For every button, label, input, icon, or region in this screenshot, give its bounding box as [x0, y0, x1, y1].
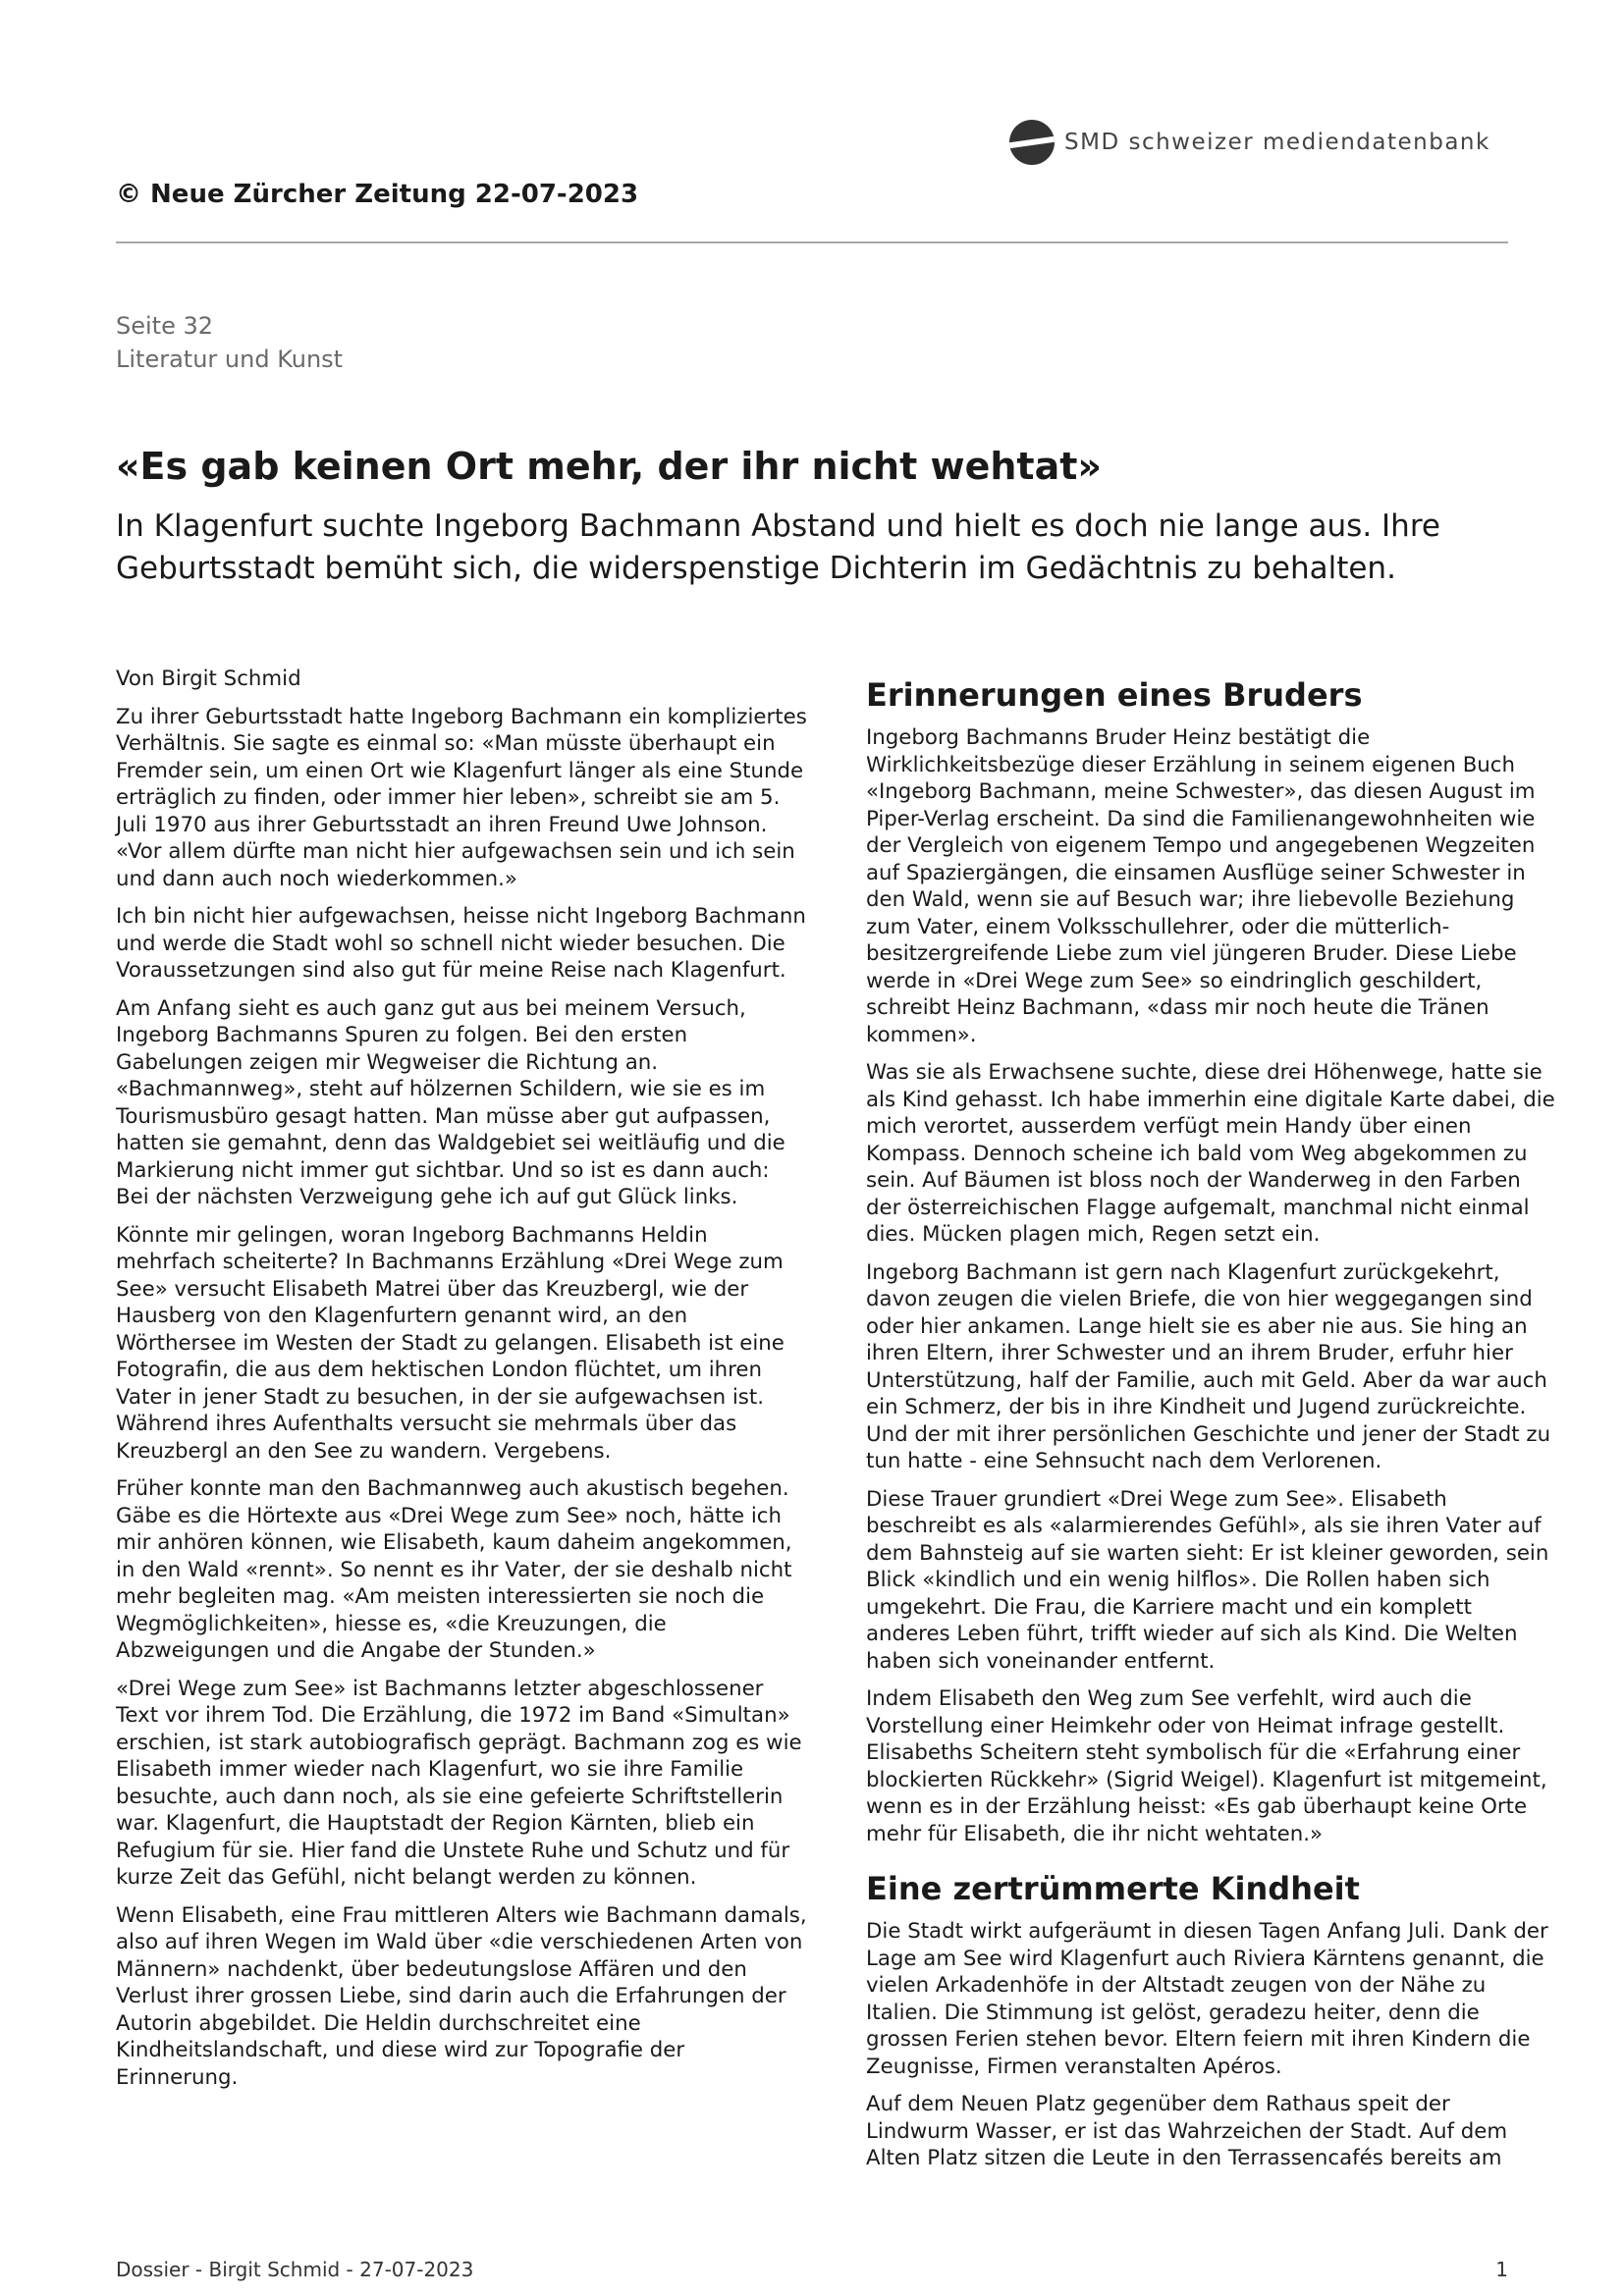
paragraph: Die Stadt wirkt aufgeräumt in diesen Tagen Anfang Juli. Dank der Lage am See wird Klagenfurt auch Riviera Kärntens genannt, die vielen Arkadenhöfe in der Altstadt zeugen von der Nähe zu Italien. Die Stimmung ist gelöst, geradezu heiter, denn die grossen Ferien stehen bevor. Eltern feiern mit ihren Kindern die Zeugnisse, Firmen veranstalten Apéros. [866, 1919, 1548, 2079]
paragraph: Ingeborg Bachmann ist gern nach Klagenfurt zurückgekehrt, davon zeugen die vielen Briefe, die von hier weggegangen sind oder hier ankamen. Lange hielt sie es aber nie aus. Sie hing an ihren Eltern, ihrer Schwester und an ihrem Bruder, erfuhr hier Unterstützung, half der Familie, auch mit Geld. Aber da war auch ein Schmerz, der bis in ihre Kindheit und Jugend zurückreichte. Und der mit ihrer persönlichen Geschichte und jener der Stadt zu tun hatte - eine Sehnsucht nach dem Verlorenen. [866, 1259, 1551, 1473]
smd-logo-icon [1009, 120, 1055, 165]
paragraph: Zu ihrer Geburtsstadt hatte Ingeborg Bachmann ein kompliziertes Verhältnis. Sie sagte es einmal so: «Man müsste überhaupt ein Fremder sein, um einen Ort wie Klagenfurt länger als eine Stunde erträglich zu finden, oder immer hier leben», schreibt sie am 5. Juli 1970 aus ihrer Geburtsstadt an ihren Freund Uwe Johnson. «Vor allem dürfte man nicht hier aufgewachsen sein und ich sein und dann auch noch wiederkommen.» [116, 704, 807, 891]
byline: Von Birgit Schmid [116, 667, 301, 691]
header-divider [116, 241, 1508, 243]
left-column [116, 666, 807, 2102]
subheading: Erinnerungen eines Bruders [866, 676, 1363, 714]
footer-page-number: 1 [1495, 2258, 1508, 2281]
logo-text: SMD schweizer mediendatenbank [1064, 130, 1490, 155]
smd-logo [1009, 120, 1490, 165]
paragraph: Wenn Elisabeth, eine Frau mittleren Alters wie Bachmann damals, also auf ihren Wegen im Wald über «die verschiedenen Arten von Männern» nachdenkt, über bedeutungslose Affären und den Verlust ihrer grossen Liebe, sind darin auch die Erfahrungen der Autorin abgebildet. Die Heldin durchschreitet eine Kindheitslandschaft, und diese wird zur Topografie der Erinnerung. [116, 1902, 807, 2090]
paragraph: Ingeborg Bachmanns Bruder Heinz bestätigt die Wirklichkeitsbezüge dieser Erzählung in seinem eigenen Buch «Ingeborg Bachmann, meine Schwester», das diesen August im Piper-Verlag erscheint. Da sind die Familienangewohnheiten wie der Vergleich von eigenem Tempo und angegebenen Wegzeiten auf Spaziergängen, die einsamen Ausflüge seiner Schwester in den Wald, wenn sie auf Besuch war; ihre liebevolle Beziehung zum Vater, einem Volksschullehrer, oder die mütterlich-besitzergreifende Liebe zum viel jüngeren Bruder. Diese Liebe werde in «Drei Wege zum See» so eindringlich geschildert, schreibt Heinz Bachmann, «dass mir noch heute die Tränen kommen». [866, 725, 1536, 1047]
paragraph: Diese Trauer grundiert «Drei Wege zum See». Elisabeth beschreibt es als «alarmierendes Gefühl», als sie ihren Vater auf dem Bahnsteig auf sie warten sieht: Er ist kleiner geworden, sein Blick «kindlich und ein wenig hilflos». Die Rollen haben sich umgekehrt. Die Frau, die Karriere macht und ein komplett anderes Leben führt, trifft wieder auf sich als Kind. Die Welten haben sich voneinander entfernt. [866, 1486, 1549, 1674]
footer-source: Dossier - Birgit Schmid - 27-07-2023 [116, 2258, 474, 2281]
paragraph: Früher konnte man den Bachmannweg auch akustisch begehen. Gäbe es die Hörtexte aus «Drei Wege zum See» noch, hätte ich mir anhören können, wie Elisabeth, kaum daheim angekommen, in den Wald «rennt». So nennt es ihr Vater, der sie deshalb nicht mehr begleiten mag. «Am meisten interessierten sie noch die Wegmöglichkeiten», hiesse es, «die Kreuzungen, die Abzweigungen und die Angabe der Stunden.» [116, 1476, 792, 1663]
page-footer [116, 2258, 1508, 2281]
paragraph: Könnte mir gelingen, woran Ingeborg Bachmanns Heldin mehrfach scheiterte? In Bachmanns Erzählung «Drei Wege zum See» versucht Elisabeth Matrei über das Kreuzbergl, wie der Hausberg von den Klagenfurtern genannt wird, an den Wörthersee im Westen der Stadt zu gelangen. Elisabeth ist eine Fotografin, die aus dem hektischen London flüchtet, um ihren Vater in jener Stadt zu besuchen, in der sie aufgewachsen ist. Während ihres Aufenthalts versucht sie mehrmals über das Kreuzbergl an den See zu wandern. Vergebens. [116, 1222, 785, 1464]
paragraph: Am Anfang sieht es auch ganz gut aus bei meinem Versuch, Ingeborg Bachmanns Spuren zu folgen. Bei den ersten Gabelungen zeigen mir Wegweiser die Richtung an. «Bachmannweg», steht auf hölzernen Schildern, wie sie es im Tourismusbüro gesagt hatten. Man müsse aber gut aufpassen, hatten sie gemahnt, denn das Waldgebiet sei weitläufig und die Markierung nicht immer gut sichtbar. Und so ist es dann auch: Bei der nächsten Verzweigung gehe ich auf gut Glück links. [116, 995, 785, 1209]
paragraph: Indem Elisabeth den Weg zum See verfehlt, wird auch die Vorstellung einer Heimkehr oder von Heimat infrage gestellt. Elisabeths Scheitern steht symbolisch für die «Erfahrung einer blockierten Rückkehr» (Sigrid Weigel). Klagenfurt ist mitgemeint, wenn es in der Erzählung heisst: «Es gab überhaupt keine Orte mehr für Elisabeth, die ihr nicht wehtaten.» [866, 1686, 1547, 1846]
paragraph: Auf dem Neuen Platz gegenüber dem Rathaus speit der Lindwurm Wasser, er ist das Wahrzeichen der Stadt. Auf dem Alten Platz sitzen die Leute in den Terrassencafés bereits am [866, 2092, 1508, 2170]
article-lead: In Klagenfurt suchte Ingeborg Bachmann Abstand und hielt es doch nie lange aus. Ihre Geburtsstadt bemüht sich, die widerspenstige Dichterin im Gedächtnis zu behalten. [116, 508, 1440, 586]
subheading: Eine zertrümmerte Kindheit [866, 1870, 1360, 1907]
paragraph: Was sie als Erwachsene suchte, diese drei Höhenwege, hatte sie als Kind gehasst. Ich habe immerhin eine digitale Karte dabei, die mich verortet, ausserdem verfügt mein Handy über einen Kompass. Dennoch scheine ich bald vom Weg abgekommen zu sein. Auf Bäumen ist bloss noch der Wanderweg in den Farben der österreichischen Flagge aufgemalt, manchmal nicht einmal dies. Mücken plagen mich, Regen setzt ein. [866, 1060, 1555, 1247]
page-meta [116, 309, 343, 376]
paragraph: «Drei Wege zum See» ist Bachmanns letzter abgeschlossener Text vor ihrem Tod. Die Erzählung, die 1972 im Band «Simultan» erschien, ist stark autobiografisch geprägt. Bachmann zog es wie Elisabeth immer wieder nach Klagenfurt, wo sie ihre Familie besuchte, auch dann noch, als sie eine gefeierte Schriftstellerin war. Klagenfurt, die Hauptstadt der Region Kärnten, blieb ein Refugium für sie. Hier fand die Unstete Ruhe und Schutz und für kurze Zeit das Gefühl, nicht belangt werden zu können. [116, 1676, 802, 1890]
publisher-line: © Neue Zürcher Zeitung 22-07-2023 [116, 180, 639, 209]
right-column [866, 666, 1557, 2183]
article-headline: «Es gab keinen Ort mehr, der ihr nicht wehtat» [116, 445, 1102, 488]
section-label: Literatur und Kunst [116, 346, 344, 373]
paragraph: Ich bin nicht hier aufgewachsen, heisse nicht Ingeborg Bachmann und werde die Stadt wohl so schnell nicht wieder besuchen. Die Voraussetzungen sind also gut für meine Reise nach Klagenfurt. [116, 904, 806, 983]
page-number-label: Seite 32 [116, 312, 214, 340]
